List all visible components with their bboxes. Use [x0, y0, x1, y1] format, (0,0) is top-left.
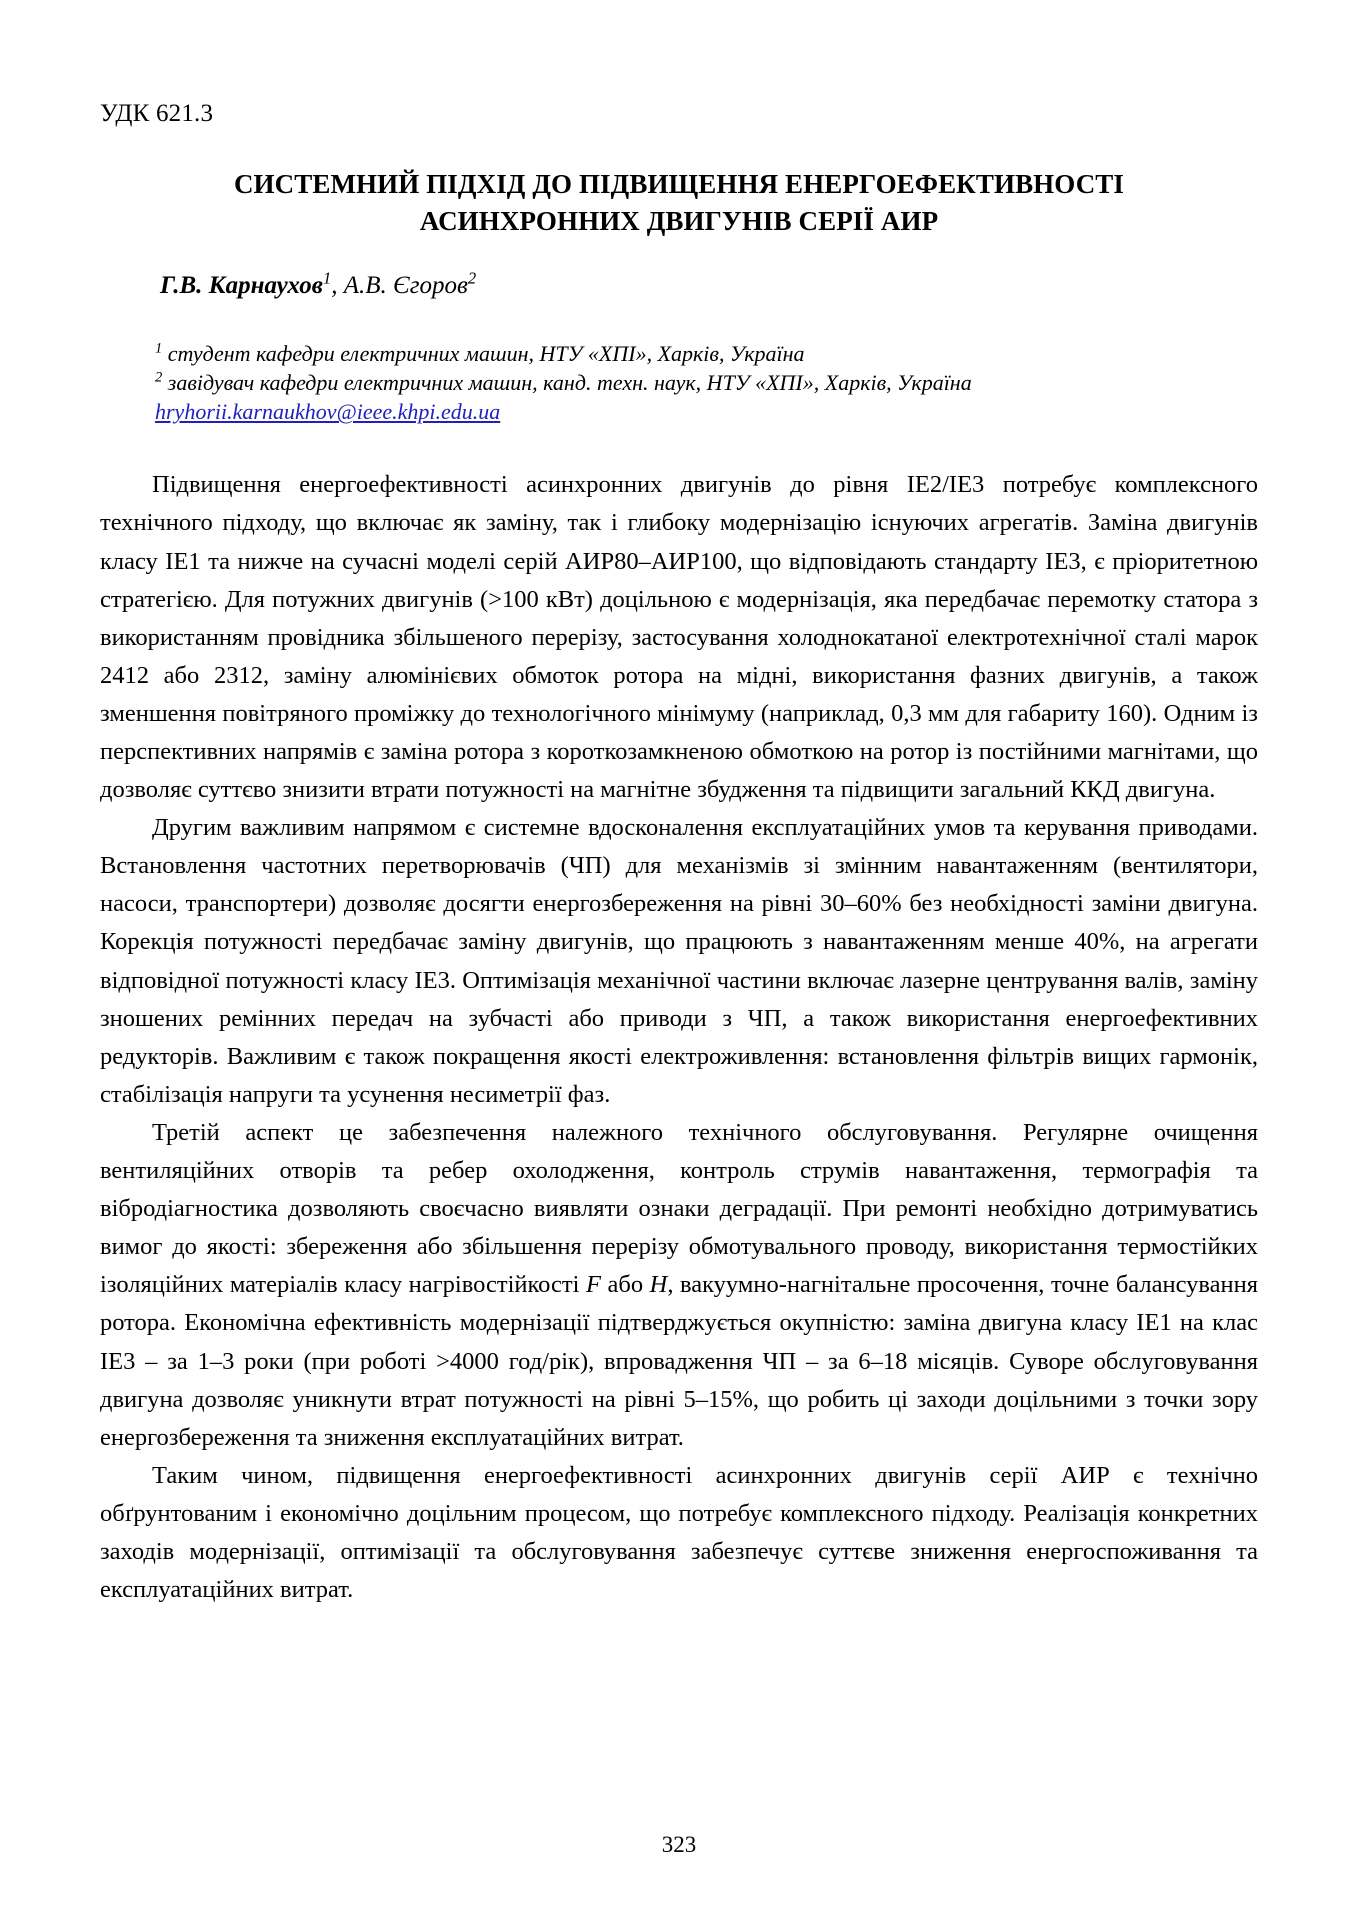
page-number: 323	[661, 1832, 697, 1857]
page-title	[100, 166, 1258, 241]
insulation-class-f: F	[585, 1271, 601, 1299]
paragraph-3	[100, 1114, 1258, 1457]
affiliation-1	[155, 339, 1258, 368]
udk-code: УДК 621.3	[100, 100, 214, 127]
article-body	[100, 466, 1258, 1609]
title-line-2: АСИНХРОННИХ ДВИГУНІВ СЕРІЇ АИР	[419, 205, 939, 236]
paragraph-3-part-2: або	[600, 1271, 650, 1299]
affiliation-1-text: студент кафедри електричних машин, НТУ «ХПІ», Харків, Україна	[162, 341, 805, 367]
author-email-link[interactable]: hryhorii.karnaukhov@ieee.khpi.edu.ua	[155, 399, 501, 425]
author-secondary: А.В. Єгоров	[343, 272, 468, 299]
paragraph-4: Таким чином, підвищення енергоефективності асинхронних двигунів серії АИР є технічно обґрунтованим і економічно доцільним процесом, що потребує комплексного підходу. Реалізація конкретних заходів модернізації, оптимізації та обслуговування забезпечує суттєве зниження енергоспоживання та експлуатаційних витрат.	[100, 1461, 1258, 1604]
author-primary: Г.В. Карнаухов	[160, 272, 323, 299]
author-primary-marker: 1	[322, 268, 332, 288]
paragraph-3-part-3: , вакуумно-нагнітальне просочення, точне балансування ротора. Економічна ефективність модернізації підтверджується окупністю: заміна двигуна класу IE1 на клас IE3 – за 1–3 роки (при роботі >4000 год/рік), впровадження ЧП – за 6–18 місяців. Суворе обслуговування двигуна дозволяє уникнути втрат потужності на рівні 5–15%, що робить ці заходи доцільними з точки зору енергозбереження та зниження експлуатаційних витрат.	[100, 1271, 1258, 1451]
paragraph-1: Підвищення енергоефективності асинхронних двигунів до рівня IE2/IE3 потребує комплексного технічного підходу, що включає як заміну, так і глибоку модернізацію існуючих агрегатів. Заміна двигунів класу IE1 та нижче на сучасні моделі серій АИР80–АИР100, що відповідають стандарту IE3, є пріоритетною стратегією. Для потужних двигунів (>100 кВт) доцільною є модернізація, яка передбачає перемотку статора з використанням провідника збільшеного перерізу, застосування холоднокатаної електротехнічної сталі марок 2412 або 2312, заміну алюмінієвих обмоток ротора на мідні, використання фазних двигунів, а також зменшення повітряного проміжку до технологічного мінімуму (наприклад, 0,3 мм для габариту 160). Одним із перспективних напрямів є заміна ротора з короткозамкненою обмоткою на ротор із постійними магнітами, що дозволяє суттєво знизити втрати потужності на магнітне збудження та підвищити загальний ККД двигуна.	[100, 471, 1258, 804]
author-separator: ,	[331, 272, 344, 299]
paragraph-3-part-1: Третій аспект це забезпечення належного технічного обслуговування. Регулярне очищення вентиляційних отворів та ребер охолодження, контроль струмів навантаження, термографія та вібродіагностика дозволяють своєчасно виявляти ознаки деградації. При ремонті необхідно дотримуватись вимог до якості: збереження або збільшення перерізу обмотувального проводу, використання термостійких ізоляційних матеріалів класу нагрівостійкості	[100, 1118, 1258, 1299]
insulation-class-h: H	[649, 1271, 668, 1299]
affiliation-block	[100, 339, 1258, 426]
paragraph-2: Другим важливим напрямом є системне вдосконалення експлуатаційних умов та керування приводами. Встановлення частотних перетворювачів (ЧП) для механізмів зі змінним навантаженням (вентилятори, насоси, транспортери) дозволяє досягти енергозбереження на рівні 30–60% без необхідності заміни двигуна. Корекція потужності передбачає заміну двигунів, що працюють з навантаженням менше 40%, на агрегати відповідної потужності класу IE3. Оптимізація механічної частини включає лазерне центрування валів, заміну зношених ремінних передач на зубчасті або приводи з ЧП, а також використання енергоефективних редукторів. Важливим є також покращення якості електроживлення: встановлення фільтрів вищих гармонік, стабілізація напруги та усунення несиметрії фаз.	[100, 814, 1258, 1108]
author-secondary-marker: 2	[467, 268, 477, 288]
affiliation-2-text: завідувач кафедри електричних машин, канд. техн. наук, НТУ «ХПІ», Харків, Україна	[162, 370, 972, 396]
title-line-1: СИСТЕМНИЙ ПІДХІД ДО ПІДВИЩЕННЯ ЕНЕРГОЕФЕКТИВНОСТІ	[233, 168, 1125, 199]
affiliation-2	[155, 368, 1258, 397]
author-list	[100, 270, 1258, 301]
affiliation-2-marker: 2	[155, 369, 163, 386]
affiliation-1-marker: 1	[155, 340, 163, 357]
